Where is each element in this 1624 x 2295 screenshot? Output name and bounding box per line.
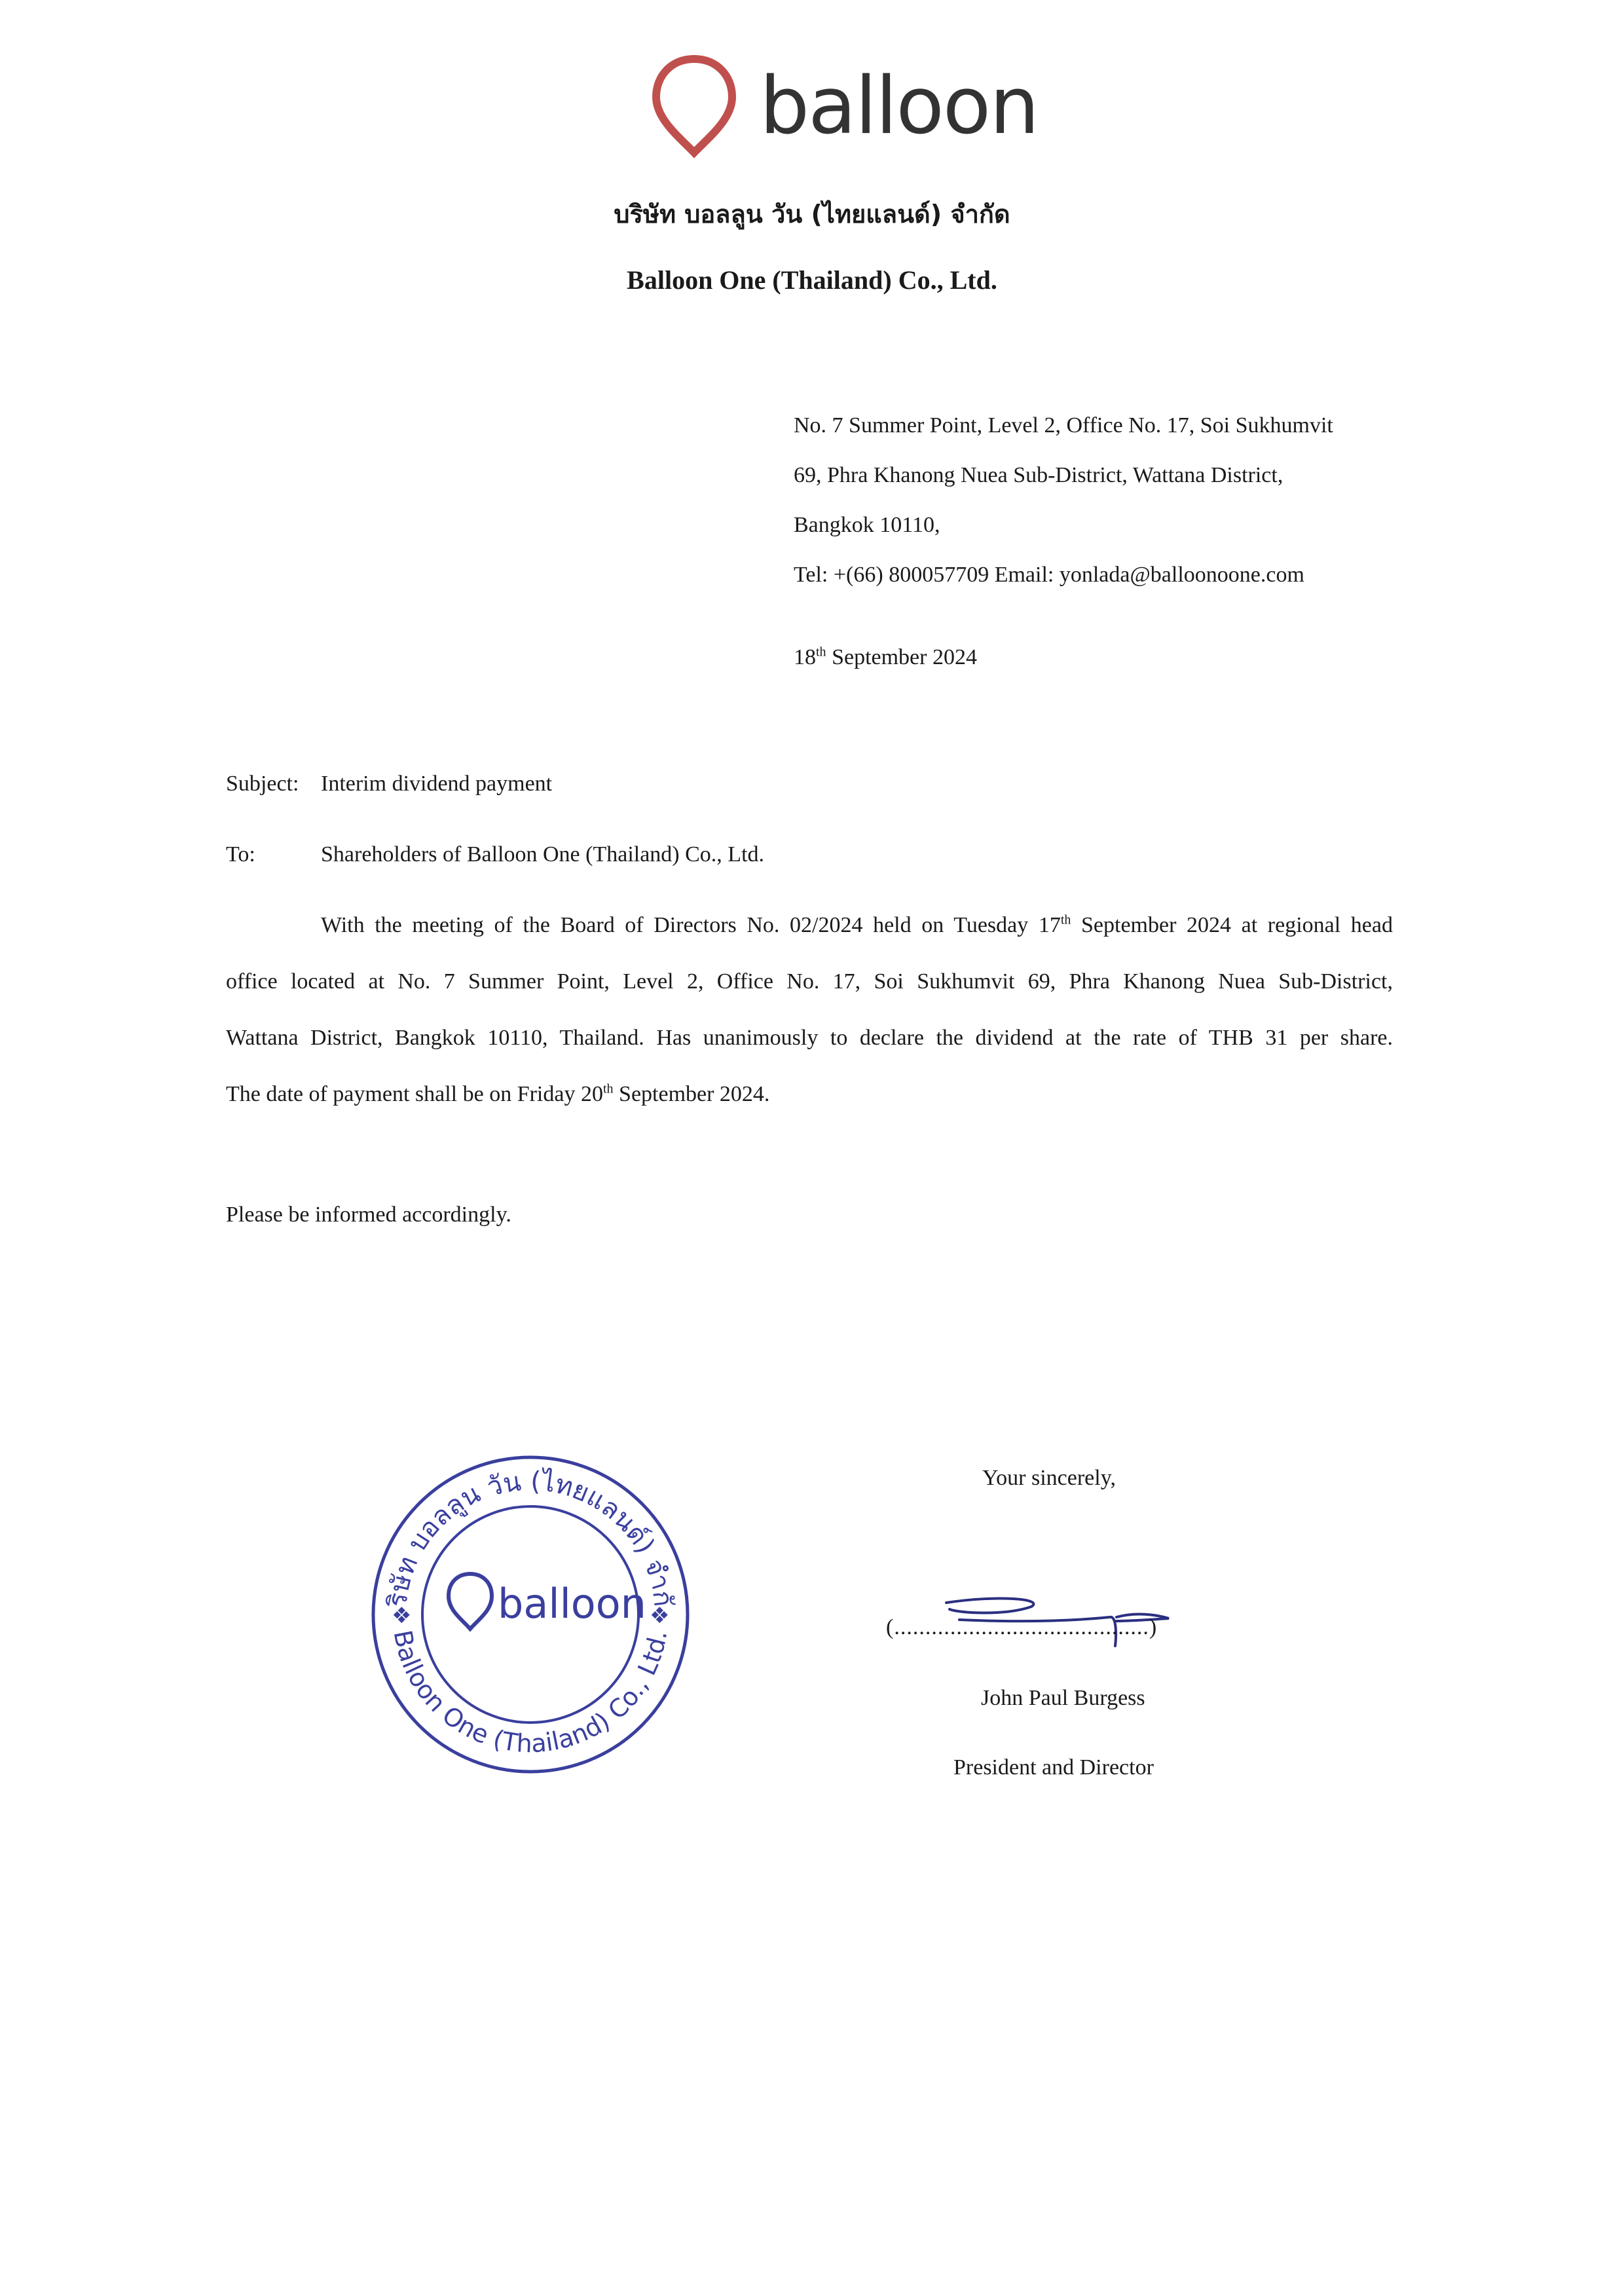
stamp-pin-icon	[449, 1574, 492, 1629]
date-suffix: th	[816, 644, 826, 660]
body-paragraph-line: Wattana District, Bangkok 10110, Thailand. Has unanimously to declare the dividend at the rate of THB 31 per share.	[226, 1026, 1393, 1050]
balloon-pin-icon	[648, 51, 740, 162]
stamp-bottom-text: Balloon One (Thailand) Co., Ltd.	[388, 1628, 673, 1759]
company-name-english: Balloon One (Thailand) Co., Ltd.	[627, 265, 997, 295]
subject-text: Interim dividend payment	[321, 772, 553, 796]
logo-wordmark: balloon	[760, 61, 1039, 152]
address-line: 69, Phra Khanong Nuea Sub-District, Wattana District,	[794, 463, 1283, 487]
subject-label: Subject:	[226, 772, 299, 796]
svg-text:Balloon One (Thailand) Co., Lt	[388, 1628, 673, 1758]
address-line: Tel: +(66) 800057709 Email: yonlada@balloonoone.com	[794, 563, 1304, 587]
closing-text: Please be informed accordingly.	[226, 1203, 511, 1227]
body-paragraph-line: With the meeting of the Board of Directors No. 02/2024 held on Tuesday 17th September 2024 at regional head	[321, 912, 1393, 937]
signer-name: John Paul Burgess	[981, 1686, 1145, 1710]
signature-line: (.........................................)	[886, 1615, 1158, 1639]
company-name-thai: บริษัท บอลลูน วัน (ไทยแลนด์) จำกัด	[614, 200, 1010, 229]
signer-title: President and Director	[953, 1755, 1154, 1780]
stamp-center-text: balloon	[498, 1580, 646, 1628]
company-logo	[648, 51, 1054, 162]
stamp-top-text: ริษัท บอลลูน วัน (ไทยแลนด์) จำกั	[382, 1466, 678, 1609]
body-paragraph-line: office located at No. 7 Summer Point, Level 2, Office No. 17, Soi Sukhumvit 69, Phra Khanong Nuea Sub-District,	[226, 969, 1393, 994]
body-paragraph-line: The date of payment shall be on Friday 20th September 2024.	[226, 1081, 770, 1106]
stamp-ornament-icon: ❖	[650, 1603, 670, 1629]
closing-salutation: Your sincerely,	[982, 1466, 1116, 1490]
address-line: Bangkok 10110,	[794, 513, 940, 537]
recipient-text: Shareholders of Balloon One (Thailand) Co., Ltd.	[321, 842, 765, 867]
letter-date	[794, 645, 977, 670]
sender-address	[794, 401, 1333, 600]
recipient-label: To:	[226, 842, 255, 867]
date-rest: September 2024	[826, 645, 977, 669]
address-line: No. 7 Summer Point, Level 2, Office No. 17, Soi Sukhumvit	[794, 413, 1333, 438]
date-day: 18	[794, 645, 816, 669]
stamp-ornament-icon: ❖	[392, 1603, 412, 1629]
company-stamp	[367, 1451, 694, 1778]
